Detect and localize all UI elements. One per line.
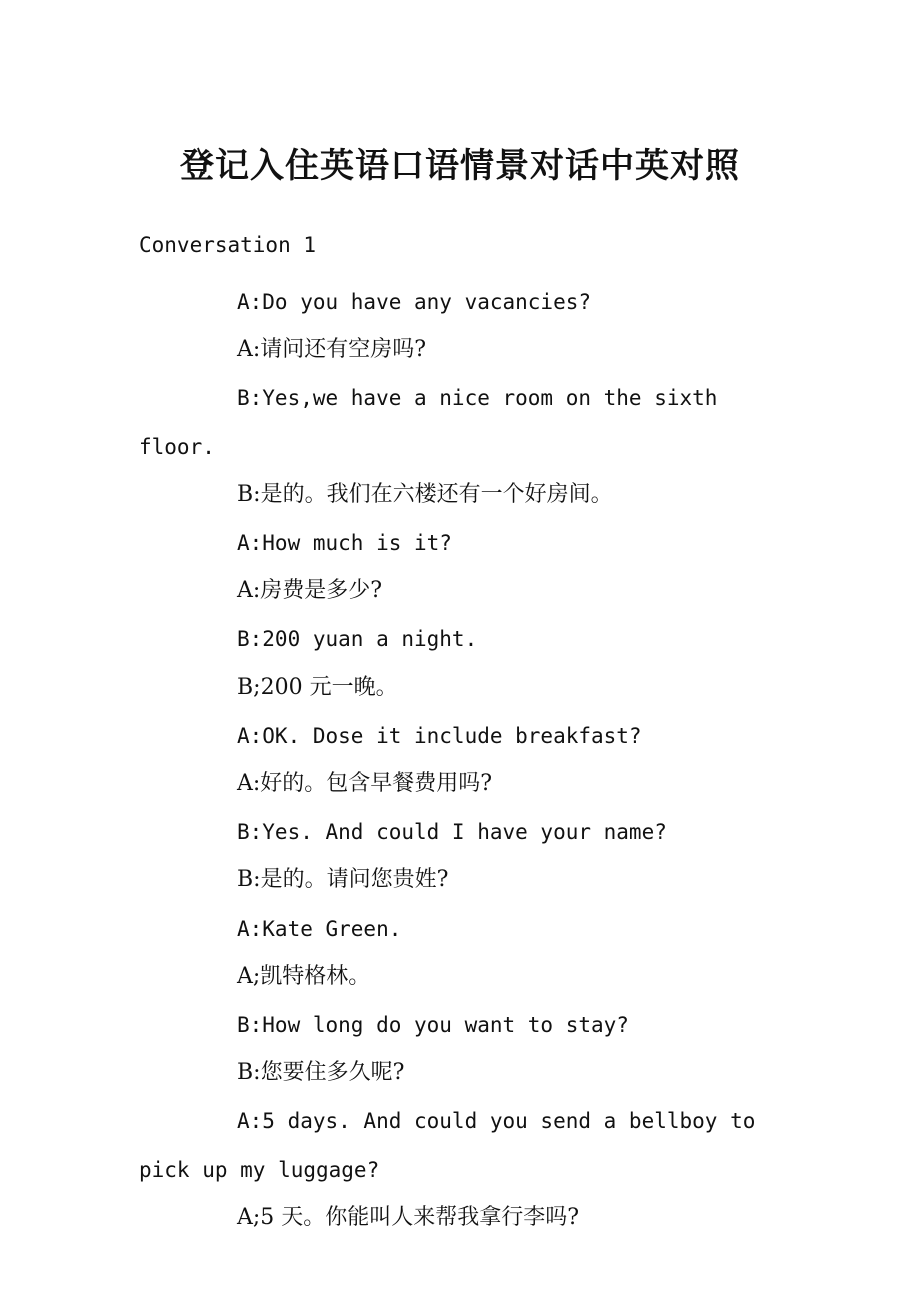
dialogue-line: A;5 天。你能叫人来帮我拿行李吗? bbox=[237, 1204, 580, 1230]
dialogue-line: B;200 元一晚。 bbox=[237, 674, 398, 700]
dialogue-line: B:Yes,we have a nice room on the sixth floor. bbox=[139, 386, 718, 459]
dialogue-line: B:200 yuan a night. bbox=[237, 627, 478, 652]
dialogue-line: A:How much is it? bbox=[237, 531, 452, 556]
document-title: 登记入住英语口语情景对话中英对照 bbox=[180, 146, 740, 186]
dialogue-line: A:好的。包含早餐费用吗? bbox=[237, 771, 493, 797]
dialogue-line: B:是的。请问您贵姓? bbox=[237, 867, 449, 893]
dialogue-line: A:Do you have any vacancies? bbox=[237, 290, 592, 314]
dialogue-line: A:5 days. And could you send a bellboy to pick up my luggage? bbox=[139, 1109, 756, 1182]
dialogue-line: A:请问还有空房吗? bbox=[237, 337, 427, 363]
dialogue-line: B:Yes. And could I have your name? bbox=[237, 820, 667, 845]
dialogue-list bbox=[139, 278, 789, 1242]
dialogue-line: B:是的。我们在六楼还有一个好房间。 bbox=[237, 481, 613, 507]
dialogue-line: B:您要住多久呢? bbox=[237, 1060, 405, 1086]
dialogue-line: A:房费是多少? bbox=[237, 578, 383, 604]
dialogue-line: A:OK. Dose it include breakfast? bbox=[237, 723, 642, 748]
dialogue-line: A;凯特格林。 bbox=[237, 963, 371, 989]
section-heading: Conversation 1 bbox=[139, 233, 317, 257]
dialogue-line: A:Kate Green. bbox=[237, 916, 402, 941]
dialogue-line: B:How long do you want to stay? bbox=[237, 1013, 629, 1038]
